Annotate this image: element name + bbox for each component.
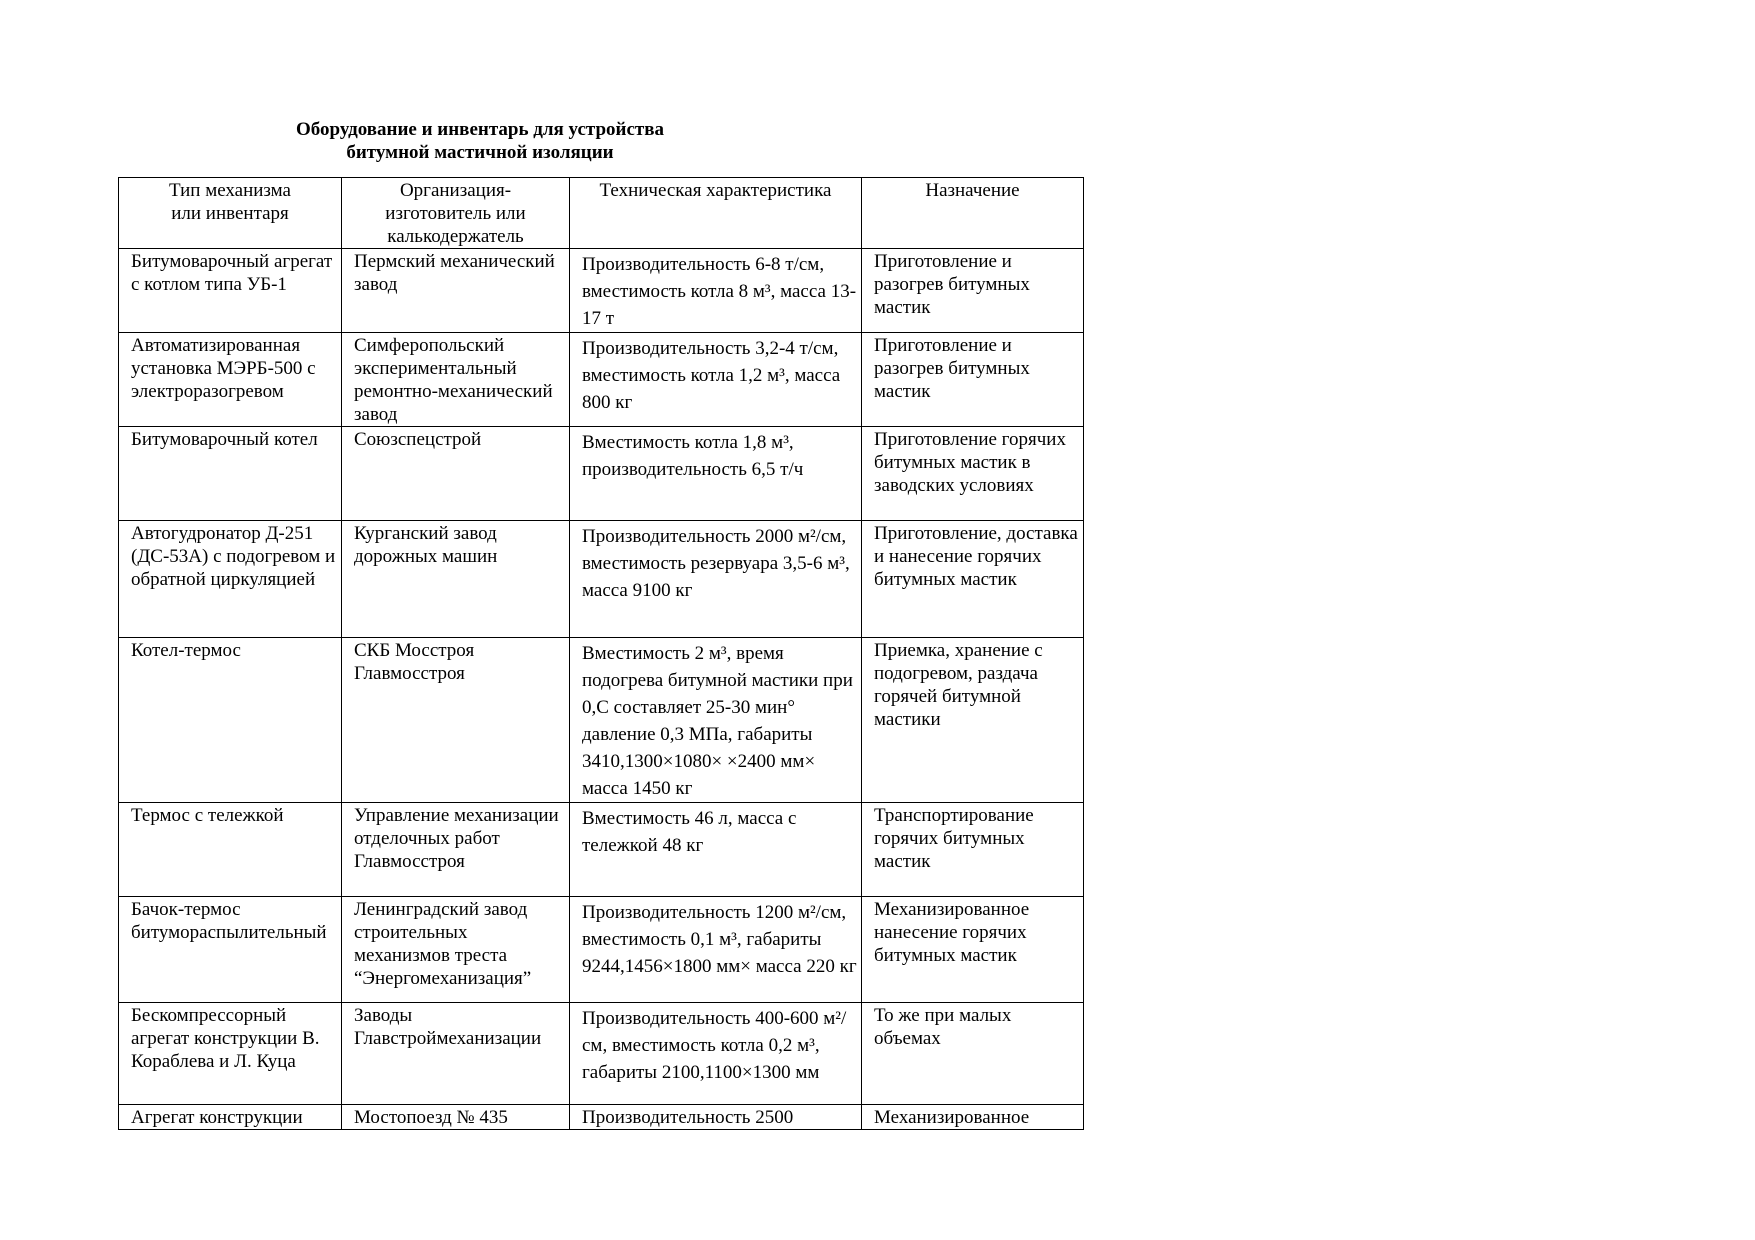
document-title — [118, 118, 842, 164]
cell-purpose: Приготовление, доставка и нанесение горячих битумных мастик — [862, 521, 1084, 638]
cell-organization: Пермский механический завод — [342, 249, 570, 333]
title-line-1: Оборудование и инвентарь для устройства — [295, 119, 665, 140]
cell-organization: Союзспецстрой — [342, 427, 570, 521]
cell-technical: Вместимость 2 м³, время подогрева битумной мастики при 0,С составляет 25-30 мин° давление 0,3 МПа, габариты 3410,1300×1080× ×2400 мм× масса 1450 кг — [570, 638, 862, 803]
header-org-line-1: Организация- — [399, 180, 512, 201]
header-type-line-2: или инвентаря — [171, 203, 289, 224]
cell-organization: СКБ Мосстроя Главмосстроя — [342, 638, 570, 803]
cell-type: Бачок-термос битумораспылительный — [119, 897, 342, 1003]
table-row — [119, 521, 1084, 638]
header-purpose-line-1: Назначение — [925, 180, 1020, 201]
table-header-row — [119, 178, 1084, 249]
header-tech-line-1: Техническая характеристика — [599, 180, 832, 201]
cell-technical: Производительность 3,2-4 т/см, вместимость котла 1,2 м³, масса 800 кг — [570, 333, 862, 427]
cell-technical: Вместимость 46 л, масса с тележкой 48 кг — [570, 803, 862, 897]
table-row — [119, 333, 1084, 427]
table-row — [119, 427, 1084, 521]
cell-technical: Производительность 1200 м²/см, вместимость 0,1 м³, габариты 9244,1456×1800 мм× масса 220 кг — [570, 897, 862, 1003]
cell-technical: Производительность 2500 — [570, 1105, 862, 1130]
header-type-line-1: Тип механизма — [168, 180, 291, 201]
table-row — [119, 897, 1084, 1003]
cell-technical: Вместимость котла 1,8 м³, производительность 6,5 т/ч — [570, 427, 862, 521]
cell-purpose: Транспортирование горячих битумных мастик — [862, 803, 1084, 897]
cell-organization: Симферопольский экспериментальный ремонтно-механический завод — [342, 333, 570, 427]
table-row — [119, 1003, 1084, 1105]
table-row — [119, 1105, 1084, 1130]
table-row — [119, 803, 1084, 897]
cell-technical: Производительность 6-8 т/см, вместимость котла 8 м³, масса 13-17 т — [570, 249, 862, 333]
header-purpose — [862, 178, 1084, 249]
header-type — [119, 178, 342, 249]
cell-type: Агрегат конструкции — [119, 1105, 342, 1130]
cell-organization: Заводы Главстроймеханизации — [342, 1003, 570, 1105]
header-organization — [342, 178, 570, 249]
cell-type: Котел-термос — [119, 638, 342, 803]
cell-purpose: Приемка, хранение с подогревом, раздача горячей битумной мастики — [862, 638, 1084, 803]
cell-purpose: Приготовление и разогрев битумных мастик — [862, 333, 1084, 427]
cell-type: Термос с тележкой — [119, 803, 342, 897]
cell-type: Битумоварочный агрегат с котлом типа УБ-1 — [119, 249, 342, 333]
cell-type: Автоматизированная установка МЭРБ-500 с электроразогревом — [119, 333, 342, 427]
header-org-line-3: калькодержатель — [387, 226, 524, 247]
table-row — [119, 638, 1084, 803]
cell-technical: Производительность 400-600 м²/см, вместимость котла 0,2 м³, габариты 2100,1100×1300 мм — [570, 1003, 862, 1105]
cell-purpose: Приготовление горячих битумных мастик в заводских условиях — [862, 427, 1084, 521]
cell-technical: Производительность 2000 м²/см, вместимость резервуара 3,5-6 м³, масса 9100 кг — [570, 521, 862, 638]
cell-organization: Курганский завод дорожных машин — [342, 521, 570, 638]
header-technical — [570, 178, 862, 249]
cell-type: Битумоварочный котел — [119, 427, 342, 521]
table-row — [119, 249, 1084, 333]
cell-purpose: То же при малых объемах — [862, 1003, 1084, 1105]
cell-organization: Управление механизации отделочных работ Главмосстроя — [342, 803, 570, 897]
cell-purpose: Приготовление и разогрев битумных мастик — [862, 249, 1084, 333]
title-line-2: битумной мастичной изоляции — [346, 142, 614, 163]
cell-organization: Ленинградский завод строительных механизмов треста “Энергомеханизация” — [342, 897, 570, 1003]
cell-type: Автогудронатор Д-251 (ДС-53А) с подогревом и обратной циркуляцией — [119, 521, 342, 638]
equipment-table — [118, 177, 1084, 1130]
cell-type: Бескомпрессорный агрегат конструкции В. Кораблева и Л. Куца — [119, 1003, 342, 1105]
cell-organization: Мостопоезд № 435 — [342, 1105, 570, 1130]
cell-purpose: Механизированное — [862, 1105, 1084, 1130]
header-org-line-2: изготовитель или — [385, 203, 526, 224]
cell-purpose: Механизированное нанесение горячих битумных мастик — [862, 897, 1084, 1003]
